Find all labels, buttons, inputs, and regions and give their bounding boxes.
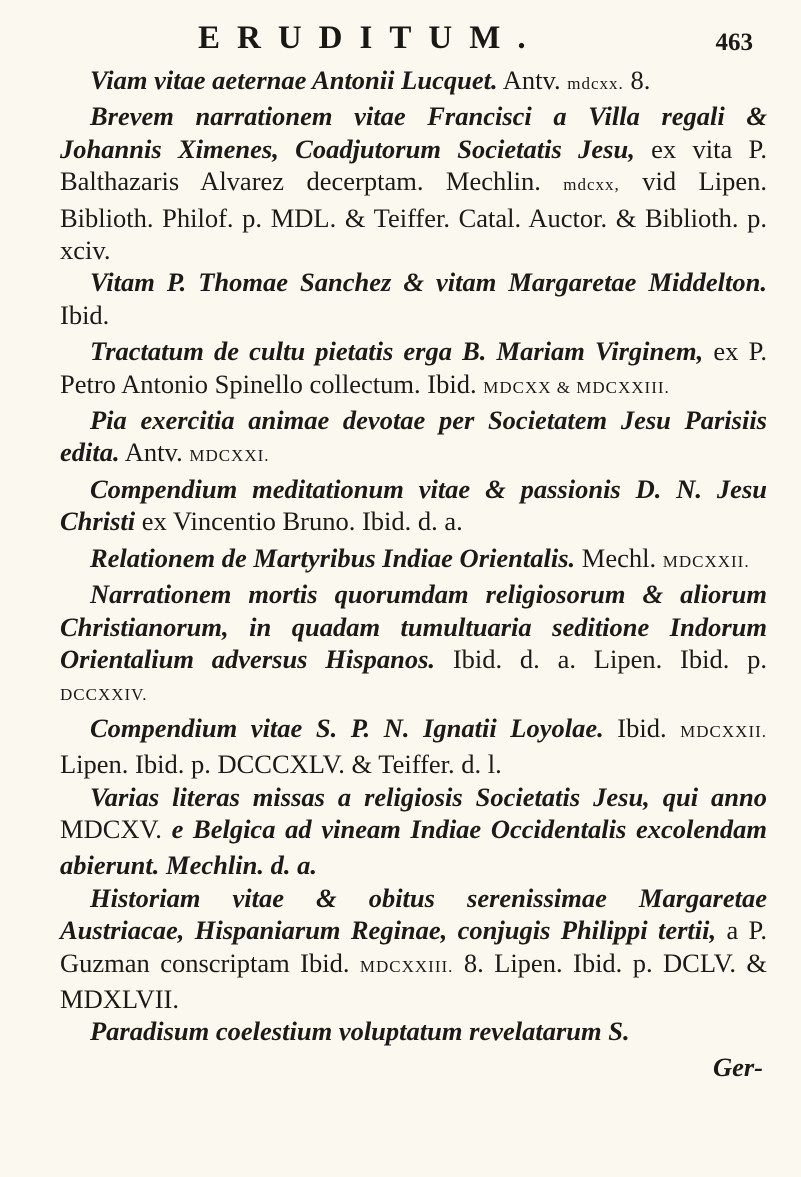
entry-title: Pia exercitia animae devotae per Societatem Jesu Parisiis edita. — [60, 405, 767, 468]
entry-text: ex vita P. Balthazaris Alvarez decerptam. Mechlin. — [60, 133, 767, 197]
entry-title: Varias literas missas a religiosis Societatis Jesu, qui anno — [90, 781, 767, 812]
entry — [60, 100, 767, 266]
entry — [60, 542, 767, 578]
entry-title: Viam vitae aeternae Antonii Lucquet. — [90, 65, 498, 95]
entry-text: a P. Guzman conscriptam Ibid. — [60, 915, 767, 978]
entry — [60, 712, 767, 781]
entry-year: MDCXXIII. — [359, 956, 454, 976]
entry-text: Ibid. d. a. Lipen. Ibid. p. — [435, 643, 767, 674]
catchword: Ger- — [712, 1051, 763, 1082]
entry-title: Vitam P. Thomae Sanchez & vitam Margaretae Middelton. — [90, 267, 767, 298]
entry-year: MDCXXII. — [680, 721, 768, 741]
entry-year: mdcxx. — [567, 74, 624, 93]
running-head — [60, 14, 767, 64]
entry — [60, 578, 767, 712]
entry-title: Tractatum de cultu pietatis erga B. Mariam Virginem, — [90, 336, 704, 367]
entry-tail: e Belgica ad vineam Indiae Occidentalis excolendam abierunt. Mechlin. d. a. — [60, 813, 767, 881]
bibliography-text — [60, 64, 767, 1052]
entry-text: MDCXV. — [60, 813, 172, 844]
entry — [60, 266, 767, 335]
entry-text: Mechl. — [575, 542, 663, 573]
entry — [60, 1015, 767, 1051]
entry-text: Antv. — [119, 437, 190, 468]
entry-year: MDCXXI. — [189, 446, 270, 466]
entry-text: Ibid. — [603, 712, 681, 743]
entry — [60, 781, 767, 882]
entry — [60, 473, 767, 542]
entry-tail: 8. Lipen. Ibid. p. DCLV. & MDXLVII. — [60, 947, 767, 1014]
entry-year: MDCXX & MDCXXIII. — [483, 377, 670, 397]
entry — [60, 404, 767, 473]
entry-title: Paradisum coelestium voluptatum revelatarum S. — [90, 1016, 630, 1047]
entry-title: Narrationem mortis quorumdam religiosorum & aliorum Christianorum, in quadam tumultuaria seditione Indorum Orientalium adversus Hispanos. — [60, 579, 767, 674]
entry-text: Ibid. — [60, 299, 110, 330]
entry-year: DCCXXIV. — [60, 685, 148, 705]
entry-tail: Lipen. Ibid. p. DCCCXLV. & Teiffer. d. l. — [60, 749, 502, 780]
entry-year: MDCXXII. — [662, 551, 750, 571]
entry-tail: vid Lipen. Biblioth. Philof. p. MDL. & Teiffer. Catal. Auctor. & Biblioth. p. xciv. — [60, 166, 767, 266]
entry-title: Compendium meditationum vitae & passionis D. N. Jesu Christi — [60, 473, 767, 537]
entry-title: Brevem narrationem vitae Francisci a Villa regali & Johannis Ximenes, Coadjutorum Societatis Jesu, — [60, 101, 767, 164]
entry-tail: 8. — [623, 65, 651, 95]
running-title: ERUDITUM. — [198, 20, 543, 56]
entry-text: ex P. Petro Antonio Spinello collectum. Ibid. — [60, 336, 767, 399]
entry-title: Historiam vitae & obitus serenissimae Margaretae Austriacae, Hispaniarum Reginae, conjugis Philippi tertii, — [60, 882, 767, 946]
entry-title: Compendium vitae S. P. N. Ignatii Loyolae. — [90, 712, 604, 743]
entry-year: mdcxx, — [563, 175, 620, 195]
entry-text: ex Vincentio Bruno. Ibid. d. a. — [135, 506, 463, 537]
page-number: 463 — [715, 29, 753, 56]
entry — [60, 335, 767, 404]
entry — [60, 882, 767, 1016]
entry-text: Antv. — [497, 65, 568, 95]
entry-title: Relationem de Martyribus Indiae Orientalis. — [90, 542, 576, 573]
entry — [60, 64, 767, 100]
